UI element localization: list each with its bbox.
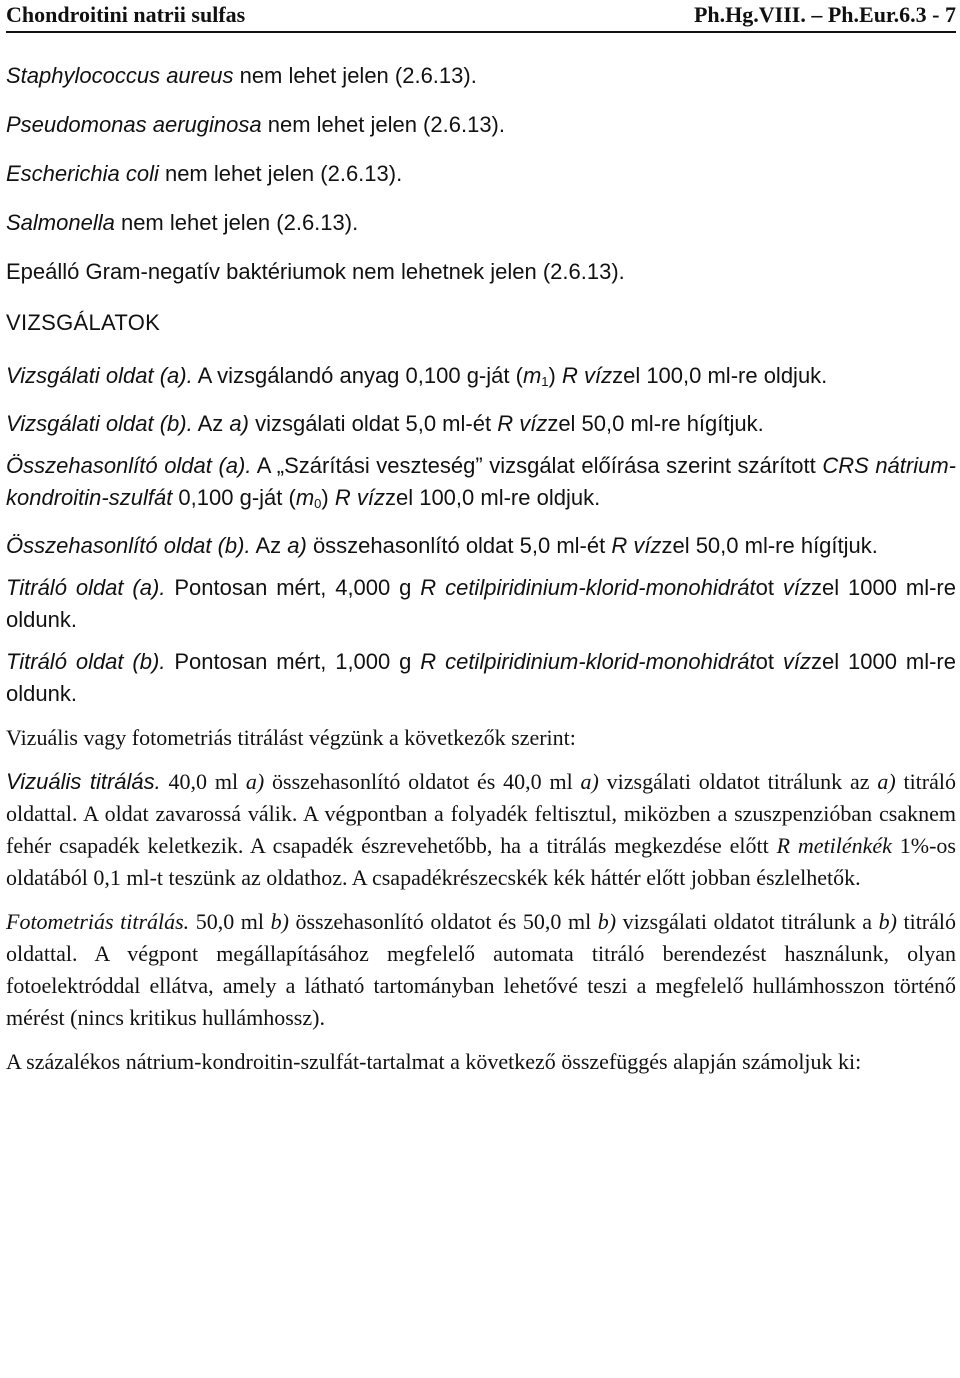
paragraph-intro: Vizuális vagy fotometriás titrálást végzünk a következők szerint:: [6, 725, 576, 750]
paragraph-reference-solution-a: Összehasonlító oldat (a). A „Szárítási veszteség” vizsgálat előírása szerint szárított CRS nátrium-kondroitin-szulfát 0,100 g-ját $(m_0)$ R vízzel 100,0 ml-re oldjuk.: [6, 453, 956, 511]
section-heading: VIZSGÁLATOK: [6, 310, 161, 335]
paragraph-calculation: A százalékos nátrium-kondroitin-szulfát-tartalmat a következő összefüggés alapján számoljuk ki:: [6, 1049, 862, 1074]
micro-line: Epeálló Gram-negatív baktériumok nem lehetnek jelen (2.6.13).: [6, 259, 625, 284]
paragraph-titrant-b: Titráló oldat (b). Pontosan mért, 1,000 g R cetilpiridinium-klorid-monohidrátot vízzel 1000 ml-re oldunk.: [6, 649, 956, 706]
paragraph-test-solution-b: Vizsgálati oldat (b). Az a) vizsgálati oldat 5,0 ml-ét R vízzel 50,0 ml-re hígítjuk.: [6, 411, 764, 436]
micro-line: Salmonella nem lehet jelen (2.6.13).: [6, 210, 359, 235]
method-section: [6, 722, 956, 1078]
monograph-title: Chondroitini natrii sulfas: [6, 2, 246, 27]
tests-section: [6, 360, 956, 710]
micro-line: Escherichia coli nem lehet jelen (2.6.13).: [6, 161, 403, 186]
paragraph-test-solution-a: Vizsgálati oldat (a). A vizsgálandó anyag 0,100 g-ját $(m_1)$ R vízzel 100,0 ml-re oldjuk.: [6, 363, 828, 389]
micro-line: Pseudomonas aeruginosa nem lehet jelen (2.6.13).: [6, 112, 505, 137]
microbial-limits: [6, 63, 956, 284]
page-header: [6, 0, 956, 33]
paragraph-visual-titration: Vizuális titrálás. 40,0 ml a) összehasonlító oldatot és 40,0 ml a) vizsgálati oldatot titrálunk az a) titráló oldattal. A oldat zavarossá válik. A végpontban a folyadék feltisztul, miközben a szuszpenzióban csaknem fehér csapadék keletkezik. A csapadék észrevehetőbb, ha a titrálás megkezdése előtt R metilénkék 1%-os oldatából 0,1 ml-t teszünk az oldathoz. A csapadékrészecskék kék háttér előtt jobban észlelhetők.: [6, 769, 956, 890]
paragraph-photometric-titration: Fotometriás titrálás. 50,0 ml b) összehasonlító oldatot és 50,0 ml b) vizsgálati oldatot titrálunk a b) titráló oldattal. A végpont megállapításához megfelelő automata titráló berendezést használunk, olyan fotoelektróddal ellátva, amely a látható tartományban lehetővé teszi a megfelelő hullámhosszon történő mérést (nincs kritikus hullámhossz).: [6, 909, 957, 1030]
paragraph-titrant-a: Titráló oldat (a). Pontosan mért, 4,000 g R cetilpiridinium-klorid-monohidrátot vízzel 1000 ml-re oldunk.: [6, 575, 956, 632]
micro-line: Staphylococcus aureus nem lehet jelen (2.6.13).: [6, 63, 477, 88]
pharmacopoeia-reference: Ph.Hg.VIII. – Ph.Eur.6.3 - 7: [693, 2, 956, 27]
paragraph-reference-solution-b: Összehasonlító oldat (b). Az a) összehasonlító oldat 5,0 ml-ét R vízzel 50,0 ml-re hígítjuk.: [6, 533, 878, 558]
